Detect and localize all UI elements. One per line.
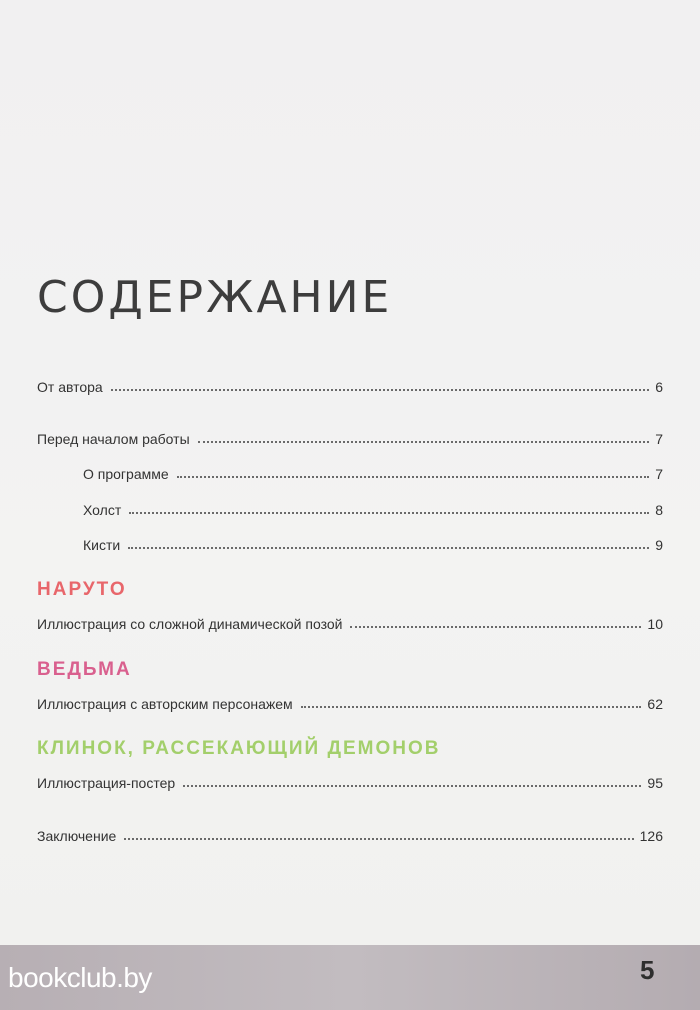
toc-subentry xyxy=(83,460,663,482)
toc-entry-page: 10 xyxy=(647,616,663,632)
toc-entry-label: О программе xyxy=(83,466,169,482)
toc-entry-page: 62 xyxy=(647,696,663,712)
toc-subentry xyxy=(83,496,663,518)
toc-entry xyxy=(37,610,663,632)
leader-dots xyxy=(128,547,649,549)
toc-entry-label: Иллюстрация с авторским персонажем xyxy=(37,696,293,712)
section-heading-demon-slayer: КЛИНОК, РАССЕКАЮЩИЙ ДЕМОНОВ xyxy=(37,738,441,759)
toc-entry xyxy=(37,690,663,712)
toc-entry-label: Перед началом работы xyxy=(37,431,190,447)
toc-entry-page: 7 xyxy=(655,431,663,447)
toc-entry-label: От автора xyxy=(37,379,103,395)
toc-entry-closing xyxy=(37,822,663,844)
toc-entry xyxy=(37,425,663,447)
leader-dots xyxy=(198,441,650,443)
toc-entry-label: Иллюстрация со сложной динамической позой xyxy=(37,616,343,632)
toc-entry-page: 9 xyxy=(655,537,663,553)
page-number: 5 xyxy=(640,955,655,985)
leader-dots xyxy=(350,626,641,628)
toc-entry xyxy=(37,769,663,791)
toc-entry-label: Заключение xyxy=(37,828,117,844)
toc-entry xyxy=(37,373,663,395)
leader-dots xyxy=(177,476,650,478)
leader-dots xyxy=(111,389,649,391)
toc-entry-page: 7 xyxy=(655,466,663,482)
section-heading-witch: ВЕДЬМА xyxy=(37,659,132,680)
toc-entry-label: Иллюстрация-постер xyxy=(37,775,176,791)
leader-dots xyxy=(124,838,633,840)
toc-entry-page: 6 xyxy=(655,379,663,395)
toc-subentry xyxy=(83,531,663,553)
toc-entry-label: Холст xyxy=(83,502,122,518)
leader-dots xyxy=(183,785,641,787)
section-heading-naruto: НАРУТО xyxy=(37,579,127,600)
watermark-logo: bookclub.by xyxy=(8,962,152,993)
toc-entry-page: 126 xyxy=(639,828,663,844)
toc-entry-page: 95 xyxy=(647,775,663,791)
leader-dots xyxy=(301,706,642,708)
toc-entry-page: 8 xyxy=(655,502,663,518)
leader-dots xyxy=(129,512,649,514)
toc-entry-label: Кисти xyxy=(83,537,121,553)
page-title: СОДЕРЖАНИЕ xyxy=(37,272,393,323)
